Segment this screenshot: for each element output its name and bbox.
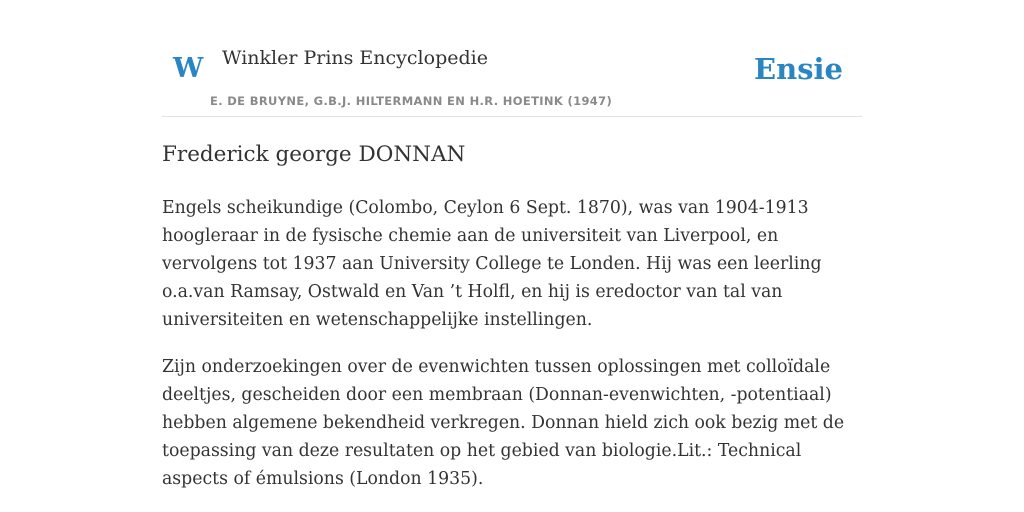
- article-paragraph: Zijn onderzoekingen over de evenwichten tussen oplossingen met colloïdale deeltjes, gescheiden door een membraan (Donnan-evenwichten, -potentiaal) hebben algemene bekendheid verkregen. Donnan hield zich ook bezig met de toepassing van deze resultaten op het gebied van biologie.Lit.: Technical aspects of émulsions (London 1935).: [162, 357, 845, 489]
- encyclopedia-authors: E. DE BRUYNE, G.B.J. HILTERMANN EN H.R. HOETINK (1947): [210, 94, 613, 108]
- article-title: Frederick george DONNAN: [162, 142, 466, 167]
- ensie-logo[interactable]: Ensie: [754, 52, 843, 86]
- article-paragraph: Engels scheikundige (Colombo, Ceylon 6 Sept. 1870), was van 1904-1913 hoogleraar in de fysische chemie aan de universiteit van Liverpool, en vervolgens tot 1937 aan University College te Londen. Hij was een leerling o.a.van Ramsay, Ostwald en Van ’t Holfl, en hij is eredoctor van tal van universiteiten en wetenschappelijke instellingen.: [162, 198, 822, 330]
- article: [162, 139, 862, 493]
- encyclopedia-name[interactable]: Winkler Prins Encyclopedie: [222, 47, 488, 69]
- winkler-prins-logo[interactable]: W: [173, 53, 204, 84]
- encyclopedia-header: [162, 0, 862, 117]
